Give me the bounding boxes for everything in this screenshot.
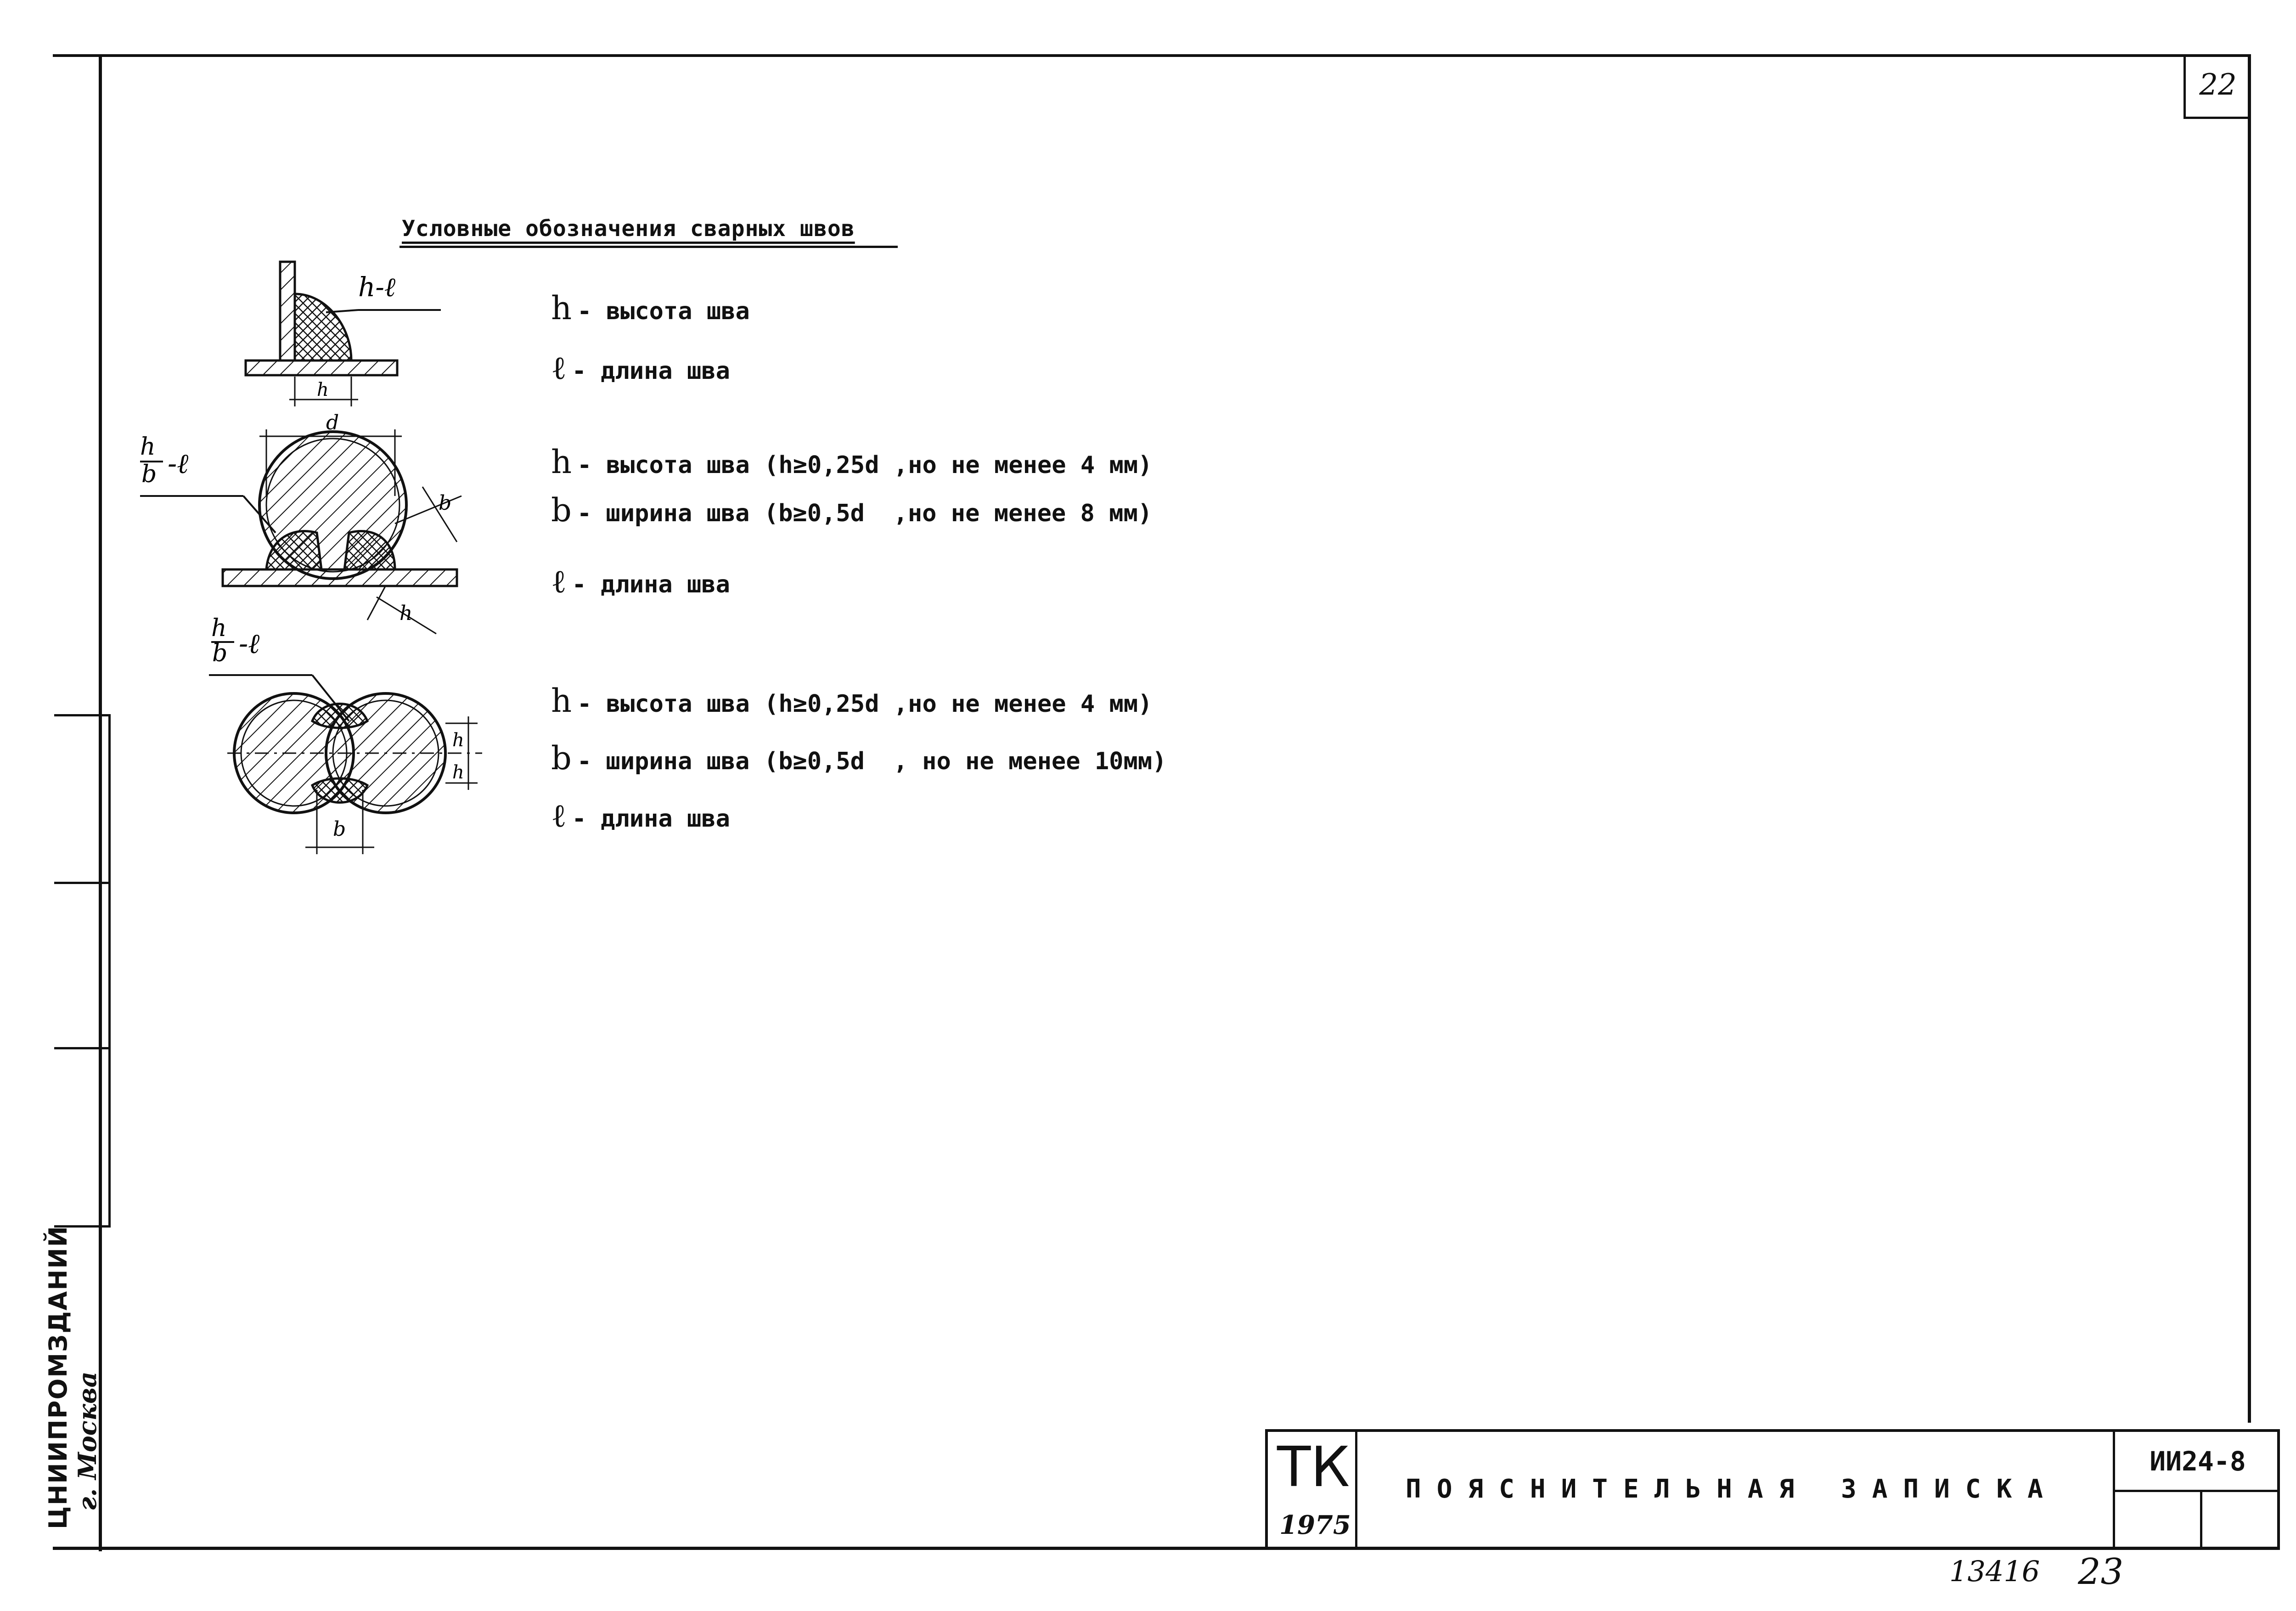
page-number-box <box>2183 54 2250 119</box>
bar-section <box>259 432 406 579</box>
logo-tk: ТК <box>1277 1436 1350 1499</box>
dim-label-b: b <box>439 491 452 515</box>
figure-two-bars <box>202 615 496 863</box>
dim-label-h: h <box>317 379 329 400</box>
legend-symbol: ℓ <box>551 349 567 387</box>
legend-text: - высота шва (h≥0,25d ,но не менее 4 мм) <box>577 690 1153 718</box>
sidebar-stamp <box>54 714 111 1228</box>
legend-text: - высота шва (h≥0,25d ,но не менее 4 мм) <box>577 451 1153 479</box>
weld-label-num: h <box>211 615 227 642</box>
legend-symbol: ℓ <box>551 563 567 600</box>
sidebar-org: ЦНИИПРОМЗДАНИЙ <box>44 1225 73 1529</box>
legend-symbol: h <box>551 682 572 720</box>
weld-label-den: b <box>212 640 228 667</box>
document-title: ПОЯСНИТЕЛЬНАЯ ЗАПИСКА <box>1406 1474 2059 1504</box>
dim-label-d: d <box>326 411 339 434</box>
legend-symbol: h <box>551 289 572 327</box>
legend-text: - длина шва <box>572 357 730 385</box>
dim-label-h: h <box>400 602 413 625</box>
weld-label-tail: -ℓ <box>239 628 260 660</box>
weld-label: h-ℓ <box>358 271 396 303</box>
legend-symbol: ℓ <box>551 797 567 834</box>
weld-bead <box>295 294 351 361</box>
legend-text: - длина шва <box>572 571 730 598</box>
title-block <box>1265 1429 2280 1550</box>
legend-item <box>551 563 730 601</box>
legend-symbol: h <box>551 443 572 481</box>
figure-fillet-weld <box>220 248 459 413</box>
sidebar-city: г. Москва <box>73 1371 102 1511</box>
sheet-number: 23 <box>2078 1551 2124 1593</box>
base-plate <box>246 361 397 375</box>
dim-tick <box>367 586 386 620</box>
dim-label-b: b <box>333 817 346 841</box>
weld-label-den: b <box>141 461 157 488</box>
title-underline <box>400 246 898 248</box>
legend-item <box>551 349 730 387</box>
frame-right-border <box>2248 54 2251 1423</box>
legend-item <box>551 491 1152 529</box>
legend-item <box>551 739 1166 777</box>
dim-label-h: h <box>452 730 464 751</box>
page-number: 22 <box>2199 68 2237 102</box>
inventory-number: 13416 <box>1949 1555 2040 1588</box>
frame-top-line <box>53 54 2250 57</box>
weld-label-tail: -ℓ <box>168 448 189 480</box>
logo-year: 1975 <box>1279 1510 1351 1540</box>
figure-bar-on-plate <box>138 404 487 643</box>
legend-item <box>551 443 1152 481</box>
dim-label-h: h <box>452 762 464 783</box>
title-block-divider <box>2113 1490 2280 1492</box>
weld-label-num: h <box>140 433 156 461</box>
title-block-divider <box>1355 1432 1357 1550</box>
legend-text: - высота шва <box>577 298 750 325</box>
legend-text: - ширина шва (b≥0,5d ,но не менее 8 мм) <box>577 500 1153 527</box>
legend-text: - ширина шва (b≥0,5d , но не менее 10мм) <box>577 748 1167 775</box>
vertical-plate <box>280 262 295 361</box>
page-title: Условные обозначения сварных швов <box>402 216 855 242</box>
legend-text: - длина шва <box>572 805 730 833</box>
legend-item <box>551 289 750 327</box>
sidebar-divider <box>54 882 108 884</box>
title-block-divider <box>2200 1490 2202 1550</box>
document-code: ИИ24-8 <box>2150 1446 2246 1477</box>
base-plate <box>223 569 457 586</box>
sidebar-divider <box>54 1047 108 1049</box>
legend-item <box>551 682 1152 720</box>
legend-item <box>551 797 730 835</box>
legend-symbol: b <box>551 739 572 777</box>
sidebar-org-text <box>44 1225 102 1529</box>
legend-symbol: b <box>551 491 572 529</box>
